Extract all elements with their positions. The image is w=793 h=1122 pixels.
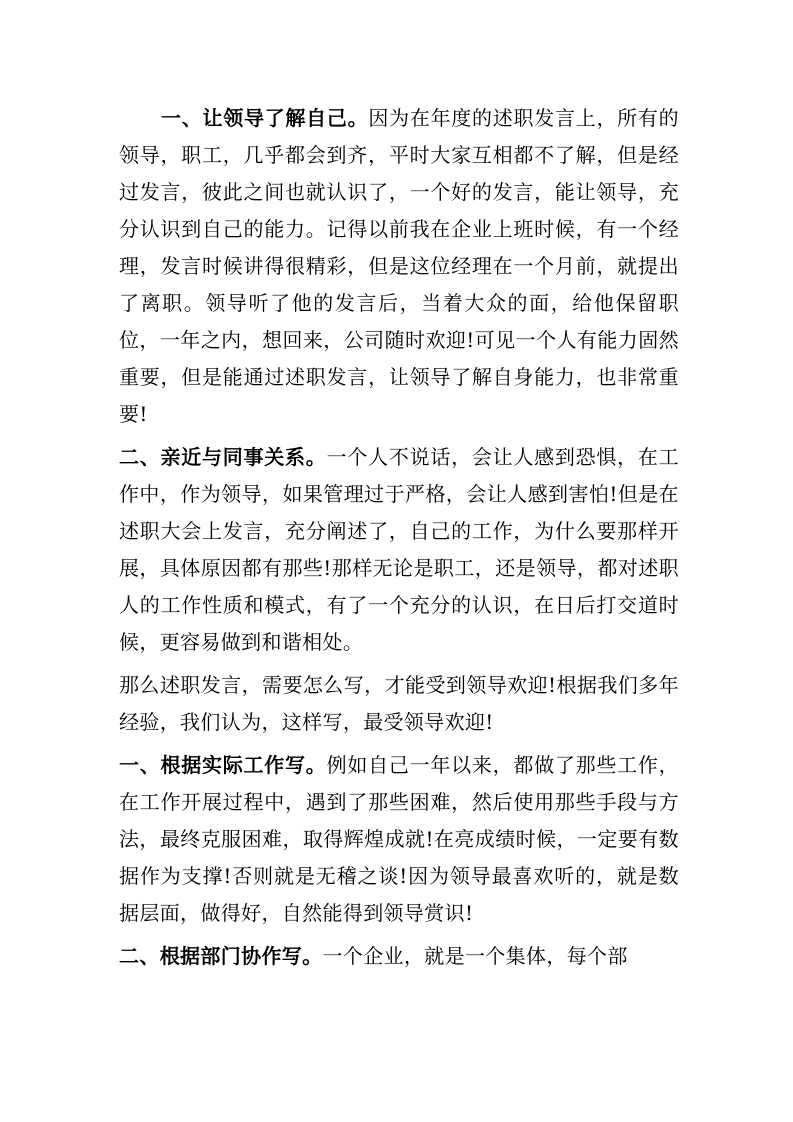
paragraph-write-by-actual-work — [119, 747, 679, 932]
paragraph-body: 一个企业，就是一个集体，每个部 — [322, 944, 628, 968]
paragraph-heading: 一、让领导了解自己。 — [161, 106, 369, 130]
document-page — [119, 100, 679, 975]
paragraph-body: 那么述职发言，需要怎么写，才能受到领导欢迎!根据我们多年经验，我们认为，这样写，最受领导欢迎! — [119, 673, 679, 734]
paragraph-colleague-relations — [119, 439, 679, 661]
paragraph-body: 例如自己一年以来，都做了那些工作，在工作开展过程中，遇到了那些困难，然后使用那些手段与方法，最终克服困难，取得辉煌成就!在亮成绩时候，一定要有数据作为支撑!否则就是无稽之谈!因为领导最喜欢听的，就是数据层面，做得好，自然能得到领导赏识! — [119, 753, 680, 925]
paragraph-heading: 一、根据实际工作写。 — [119, 753, 327, 777]
paragraph-heading: 二、根据部门协作写。 — [119, 944, 323, 968]
paragraph-write-by-department-cooperation — [119, 938, 679, 975]
paragraph-how-to-write — [119, 667, 679, 741]
paragraph-heading: 二、亲近与同事关系。 — [119, 445, 327, 469]
paragraph-let-leaders-know-yourself — [119, 100, 679, 433]
paragraph-body: 因为在年度的述职发言上，所有的领导，职工，几乎都会到齐，平时大家互相都不了解，但是经过发言，彼此之间也就认识了，一个好的发言，能让领导，充分认识到自己的能力。记得以前我在企业上班时候，有一个经理，发言时候讲得很精彩，但是这位经理在一个月前，就提出了离职。领导听了他的发言后，当着大众的面，给他保留职位，一年之内，想回来，公司随时欢迎!可见一个人有能力固然重要，但是能通过述职发言，让领导了解自身能力，也非常重要! — [119, 106, 680, 426]
paragraph-body: 一个人不说话，会让人感到恐惧，在工作中，作为领导，如果管理过于严格，会让人感到害怕!但是在述职大会上发言，充分阐述了，自己的工作，为什么要那样开展，具体原因都有那些!那样无论是职工，还是领导，都对述职人的工作性质和模式，有了一个充分的认识，在日后打交道时候，更容易做到和谐相处。 — [119, 445, 680, 654]
